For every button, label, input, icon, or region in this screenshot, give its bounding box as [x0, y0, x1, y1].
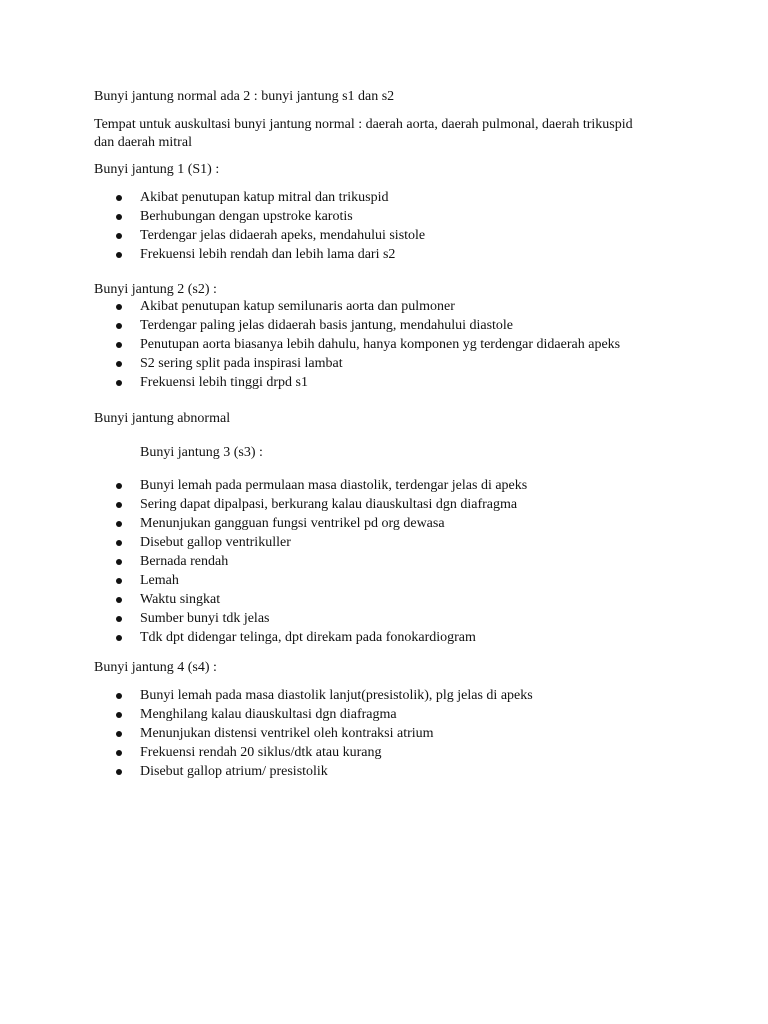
bullet-icon — [116, 559, 122, 565]
list-item: Tdk dpt didengar telinga, dpt direkam pada fonokardiogram — [0, 628, 527, 647]
list-item: Penutupan aorta biasanya lebih dahulu, hanya komponen yg terdengar didaerah apeks — [0, 335, 620, 354]
bullet-icon — [116, 750, 122, 756]
list-item: Menunjukan distensi ventrikel oleh kontraksi atrium — [0, 724, 533, 743]
list-item: S2 sering split pada inspirasi lambat — [0, 354, 620, 373]
list-item: Menunjukan gangguan fungsi ventrikel pd org dewasa — [0, 514, 527, 533]
bullet-icon — [116, 578, 122, 584]
bullet-icon — [116, 616, 122, 622]
list-item: Menghilang kalau diauskultasi dgn diafragma — [0, 705, 533, 724]
bullet-icon — [116, 731, 122, 737]
bullet-icon — [116, 483, 122, 489]
bullet-icon — [116, 769, 122, 775]
list-item: Disebut gallop atrium/ presistolik — [0, 762, 533, 781]
bullet-icon — [116, 502, 122, 508]
s3-list — [0, 476, 527, 647]
list-item: Terdengar paling jelas didaerah basis jantung, mendahului diastole — [0, 316, 620, 335]
bullet-icon — [116, 195, 122, 201]
bullet-icon — [116, 712, 122, 718]
list-item: Akibat penutupan katup mitral dan trikuspid — [0, 188, 425, 207]
bullet-icon — [116, 342, 122, 348]
list-item: Berhubungan dengan upstroke karotis — [0, 207, 425, 226]
intro-line-2: Tempat untuk auskultasi bunyi jantung normal : daerah aorta, daerah pulmonal, daerah trikuspid dan daerah mitral — [94, 117, 633, 150]
intro-line-1: Bunyi jantung normal ada 2 : bunyi jantung s1 dan s2 — [94, 89, 395, 104]
s3-heading: Bunyi jantung 3 (s3) : — [140, 445, 263, 460]
bullet-icon — [116, 252, 122, 258]
list-item: Disebut gallop ventrikuller — [0, 533, 527, 552]
list-item: Sumber bunyi tdk jelas — [0, 609, 527, 628]
s2-list — [0, 297, 620, 392]
list-item: Bernada rendah — [0, 552, 527, 571]
bullet-icon — [116, 380, 122, 386]
list-item: Terdengar jelas didaerah apeks, mendahului sistole — [0, 226, 425, 245]
bullet-icon — [116, 304, 122, 310]
list-item: Sering dapat dipalpasi, berkurang kalau diauskultasi dgn diafragma — [0, 495, 527, 514]
bullet-icon — [116, 323, 122, 329]
bullet-icon — [116, 693, 122, 699]
list-item: Frekuensi rendah 20 siklus/dtk atau kurang — [0, 743, 533, 762]
s2-heading: Bunyi jantung 2 (s2) : — [94, 282, 217, 297]
bullet-icon — [116, 597, 122, 603]
list-item: Lemah — [0, 571, 527, 590]
bullet-icon — [116, 361, 122, 367]
bullet-icon — [116, 521, 122, 527]
bullet-icon — [116, 214, 122, 220]
s1-list — [0, 188, 425, 264]
bullet-icon — [116, 233, 122, 239]
list-item: Frekuensi lebih tinggi drpd s1 — [0, 373, 620, 392]
list-item: Frekuensi lebih rendah dan lebih lama dari s2 — [0, 245, 425, 264]
list-item: Akibat penutupan katup semilunaris aorta dan pulmoner — [0, 297, 620, 316]
bullet-icon — [116, 540, 122, 546]
bullet-icon — [116, 635, 122, 641]
list-item: Bunyi lemah pada permulaan masa diastolik, terdengar jelas di apeks — [0, 476, 527, 495]
list-item: Bunyi lemah pada masa diastolik lanjut(presistolik), plg jelas di apeks — [0, 686, 533, 705]
s4-heading: Bunyi jantung 4 (s4) : — [94, 660, 217, 675]
s4-list — [0, 686, 533, 781]
abnormal-heading: Bunyi jantung abnormal — [94, 411, 231, 426]
s1-heading: Bunyi jantung 1 (S1) : — [94, 162, 220, 177]
list-item: Waktu singkat — [0, 590, 527, 609]
